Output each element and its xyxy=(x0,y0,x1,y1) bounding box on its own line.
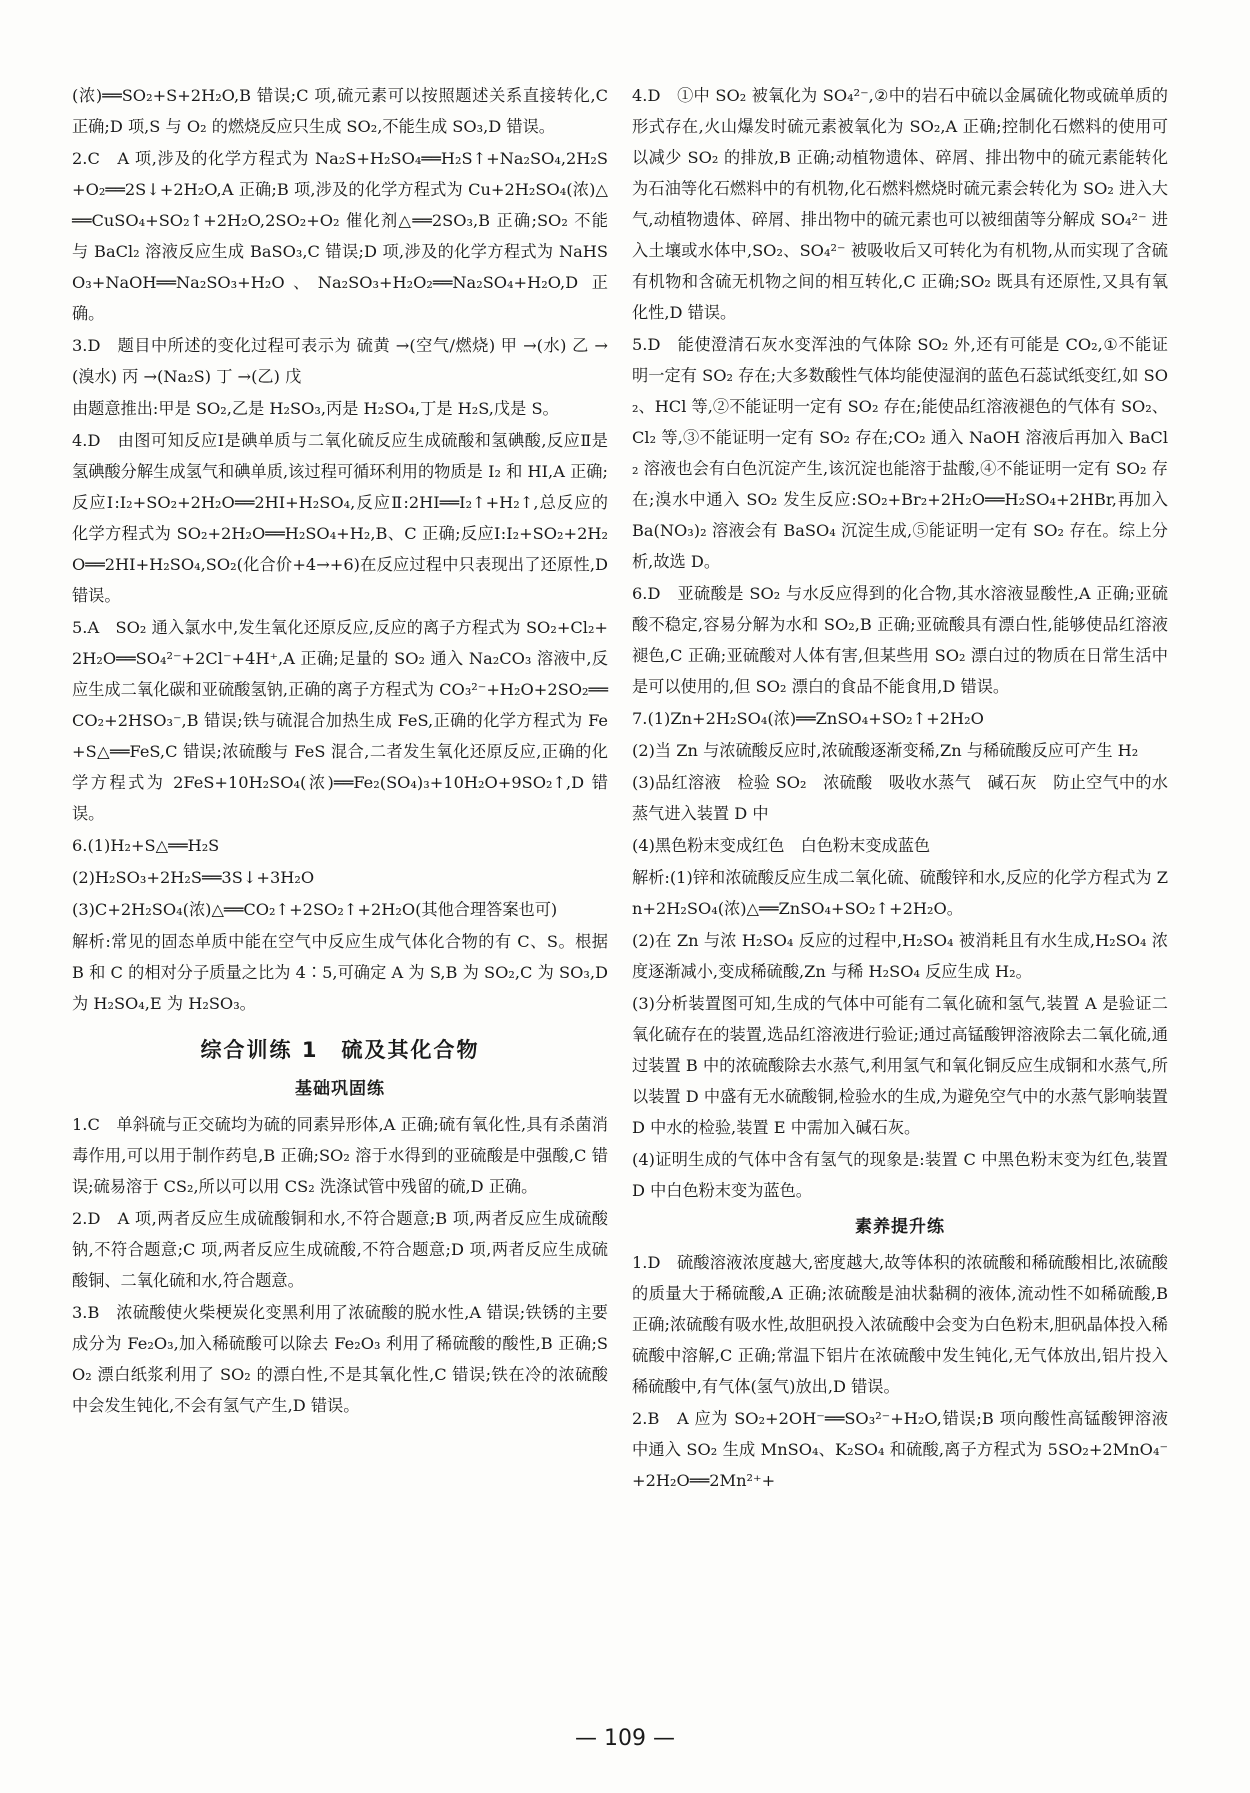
answer-paragraph: (浓)══SO₂+S+2H₂O,B 错误;C 项,硫元素可以按照题述关系直接转化,C 正确;D 项,S 与 O₂ 的燃烧反应只生成 SO₂,不能生成 SO₃,D 错误。 xyxy=(72,86,608,136)
answer-1d-advanced: 1.D 硫酸溶液浓度越大,密度越大,故等体积的浓硫酸和稀硫酸相比,浓硫酸的质量大于稀硫酸,A 正确;浓硫酸是油状黏稠的液体,流动性不如稀硫酸,B 正确;浓硫酸有吸水性,故胆矾投入浓硫酸中会变为白色粉末,胆矾晶体投入稀硫酸中溶解,C 正确;常温下铝片在浓硫酸中发生钝化,无气体放出,铝片投入稀硫酸中,有气体(氢气)放出,D 错误。 xyxy=(632,1253,1168,1396)
answer-4d: 4.D 由图可知反应Ⅰ是碘单质与二氧化硫反应生成硫酸和氢碘酸,反应Ⅱ是氢碘酸分解生成氢气和碘单质,该过程可循环利用的物质是 I₂ 和 HI,A 正确;反应Ⅰ:I₂+SO₂+2H₂O══2HI+H₂SO₄,反应Ⅱ:2HI══I₂↑+H₂↑,总反应的化学方程式为 SO₂+2H₂O══H₂SO₄+H₂,B、C 正确;反应Ⅰ:I₂+SO₂+2H₂O══2HI+H₂SO₄,SO₂(化合价+4→+6)在反应过程中只表现出了还原性,D 错误。 xyxy=(72,431,608,605)
answer-7-1: 7.(1)Zn+2H₂SO₄(浓)══ZnSO₄+SO₂↑+2H₂O xyxy=(632,709,984,728)
answer-2d: 2.D A 项,两者反应生成硫酸铜和水,不符合题意;B 项,两者反应生成硫酸钠,不符合题意;C 项,两者反应生成硫酸,不符合题意;D 项,两者反应生成硫酸铜、二氧化硫和水,符合题意。 xyxy=(72,1209,608,1290)
answer-7-analysis-2: (2)在 Zn 与浓 H₂SO₄ 反应的过程中,H₂SO₄ 被消耗且有水生成,H₂SO₄ 浓度逐渐减小,变成稀硫酸,Zn 与稀 H₂SO₄ 反应生成 H₂。 xyxy=(632,931,1168,981)
answer-2c: 2.C A 项,涉及的化学方程式为 Na₂S+H₂SO₄══H₂S↑+Na₂SO₄,2H₂S+O₂══2S↓+2H₂O,A 正确;B 项,涉及的化学方程式为 Cu+2H₂SO₄(浓)△══CuSO₄+SO₂↑+2H₂O,2SO₂+O₂ 催化剂△══2SO₃,B 正确;SO₂ 不能与 BaCl₂ 溶液反应生成 BaSO₃,C 错误;D 项,涉及的化学方程式为 NaHSO₃+NaOH══Na₂SO₃+H₂O、Na₂SO₃+H₂O₂══Na₂SO₄+H₂O,D 正确。 xyxy=(72,149,608,323)
answer-6-1: 6.(1)H₂+S△══H₂S xyxy=(72,836,220,855)
answer-6d: 6.D 亚硫酸是 SO₂ 与水反应得到的化合物,其水溶液显酸性,A 正确;亚硫酸不稳定,容易分解为水和 SO₂,B 正确;亚硫酸具有漂白性,能够使品红溶液褪色,C 正确;亚硫酸对人体有害,但某些用 SO₂ 漂白过的物质在日常生活中是可以使用的,但 SO₂ 漂白的食品不能食用,D 错误。 xyxy=(632,584,1168,696)
answer-4d-right: 4.D ①中 SO₂ 被氧化为 SO₄²⁻,②中的岩石中硫以金属硫化物或硫单质的形式存在,火山爆发时硫元素被氧化为 SO₂,A 正确;控制化石燃料的使用可以减少 SO₂ 的排放,B 正确;动植物遗体、碎屑、排出物中的硫元素能转化为石油等化石燃料中的有机物,化石燃料燃烧时硫元素会转化为 SO₂ 进入大气,动植物遗体、碎屑、排出物中的硫元素也可以被细菌等分解成 SO₄²⁻ 进入土壤或水体中,SO₂、SO₄²⁻ 被吸收后又可转化为有机物,从而实现了含硫有机物和含硫无机物之间的相互转化,C 正确;SO₂ 既具有还原性,又具有氧化性,D 错误。 xyxy=(632,86,1168,322)
answer-6-analysis: 解析:常见的固态单质中能在空气中反应生成气体化合物的有 C、S。根据 B 和 C 的相对分子质量之比为 4∶5,可确定 A 为 S,B 为 SO₂,C 为 SO₃,D 为 H₂SO₄,E 为 H₂SO₃。 xyxy=(72,932,608,1013)
left-column xyxy=(72,80,608,1422)
right-column xyxy=(632,80,1168,1497)
answer-7-4: (4)黑色粉末变成红色 白色粉末变成蓝色 xyxy=(632,836,931,855)
subsection-title-advanced: 素养提升练 xyxy=(855,1217,945,1237)
page-number: — 109 — xyxy=(575,1726,675,1751)
answer-3b: 3.B 浓硫酸使火柴梗炭化变黑利用了浓硫酸的脱水性,A 错误;铁锈的主要成分为 Fe₂O₃,加入稀硫酸可以除去 Fe₂O₃ 利用了稀硫酸的酸性,B 正确;SO₂ 漂白纸浆利用了 SO₂ 的漂白性,不是其氧化性,C 错误;铁在冷的浓硫酸中会发生钝化,不会有氢气产生,D 错误。 xyxy=(72,1303,608,1415)
answer-7-analysis-3: (3)分析装置图可知,生成的气体中可能有二氧化硫和氢气,装置 A 是验证二氧化硫存在的装置,选品红溶液进行验证;通过高锰酸钾溶液除去二氧化硫,通过装置 B 中的浓硫酸除去水蒸气,利用氢气和氧化铜反应生成铜和水蒸气,所以装置 D 中盛有无水硫酸铜,检验水的生成,为避免空气中的水蒸气影响装置 D 中水的检验,装置 E 中需加入碱石灰。 xyxy=(632,994,1168,1137)
answer-7-3: (3)品红溶液 检验 SO₂ 浓硫酸 吸收水蒸气 碱石灰 防止空气中的水蒸气进入装置 D 中 xyxy=(632,773,1168,823)
answer-6-2: (2)H₂SO₃+2H₂S══3S↓+3H₂O xyxy=(72,868,315,887)
answer-7-analysis-4: (4)证明生成的气体中含有氢气的现象是:装置 C 中黑色粉末变为红色,装置 D 中白色粉末变为蓝色。 xyxy=(632,1150,1168,1200)
subsection-title-basic: 基础巩固练 xyxy=(295,1079,385,1099)
answer-3d: 3.D 题目中所述的变化过程可表示为 硫黄 →(空气/燃烧) 甲 →(水) 乙 →(溴水) 丙 →(Na₂S) 丁 →(乙) 戊 xyxy=(72,336,608,386)
answer-6-3: (3)C+2H₂SO₄(浓)△══CO₂↑+2SO₂↑+2H₂O(其他合理答案也可) xyxy=(72,900,558,919)
answer-7-analysis-1: 解析:(1)锌和浓硫酸反应生成二氧化硫、硫酸锌和水,反应的化学方程式为 Zn+2H₂SO₄(浓)△══ZnSO₄+SO₂↑+2H₂O。 xyxy=(632,868,1168,918)
answer-7-2: (2)当 Zn 与浓硫酸反应时,浓硫酸逐渐变稀,Zn 与稀硫酸反应可产生 H₂ xyxy=(632,741,1139,760)
answer-5d: 5.D 能使澄清石灰水变浑浊的气体除 SO₂ 外,还有可能是 CO₂,①不能证明一定有 SO₂ 存在;大多数酸性气体均能使湿润的蓝色石蕊试纸变红,如 SO₂、HCl 等,②不能证明一定有 SO₂ 存在;能使品红溶液褪色的气体有 SO₂、Cl₂ 等,③不能证明一定有 SO₂ 存在;CO₂ 通入 NaOH 溶液后再加入 BaCl₂ 溶液也会有白色沉淀产生,该沉淀也能溶于盐酸,④不能证明一定有 SO₂ 存在;溴水中通入 SO₂ 发生反应:SO₂+Br₂+2H₂O══H₂SO₄+2HBr,再加入 Ba(NO₃)₂ 溶液会有 BaSO₄ 沉淀生成,⑤能证明一定有 SO₂ 存在。综上分析,故选 D。 xyxy=(632,335,1168,571)
answer-5a: 5.A SO₂ 通入氯水中,发生氧化还原反应,反应的离子方程式为 SO₂+Cl₂+2H₂O══SO₄²⁻+2Cl⁻+4H⁺,A 正确;足量的 SO₂ 通入 Na₂CO₃ 溶液中,反应生成二氧化碳和亚硫酸氢钠,正确的离子方程式为 CO₃²⁻+H₂O+2SO₂══CO₂+2HSO₃⁻,B 错误;铁与硫混合加热生成 FeS,正确的化学方程式为 Fe+S△══FeS,C 错误;浓硫酸与 FeS 混合,二者发生氧化还原反应,正确的化学方程式为 2FeS+10H₂SO₄(浓)══Fe₂(SO₄)₃+10H₂O+9SO₂↑,D 错误。 xyxy=(72,618,608,823)
answer-1c: 1.C 单斜硫与正交硫均为硫的同素异形体,A 正确;硫有氧化性,具有杀菌消毒作用,可以用于制作药皂,B 正确;SO₂ 溶于水得到的亚硫酸是中强酸,C 错误;硫易溶于 CS₂,所以可以用 CS₂ 洗涤试管中残留的硫,D 正确。 xyxy=(72,1115,608,1196)
answer-2b-advanced: 2.B A 应为 SO₂+2OH⁻══SO₃²⁻+H₂O,错误;B 项向酸性高锰酸钾溶液中通入 SO₂ 生成 MnSO₄、K₂SO₄ 和硫酸,离子方程式为 5SO₂+2MnO₄⁻+2H₂O══2Mn²⁺+ xyxy=(632,1409,1168,1490)
section-title: 综合训练 1 硫及其化合物 xyxy=(200,1038,480,1062)
answer-3d-explanation: 由题意推出:甲是 SO₂,乙是 H₂SO₃,丙是 H₂SO₄,丁是 H₂S,戊是 S。 xyxy=(72,399,559,418)
